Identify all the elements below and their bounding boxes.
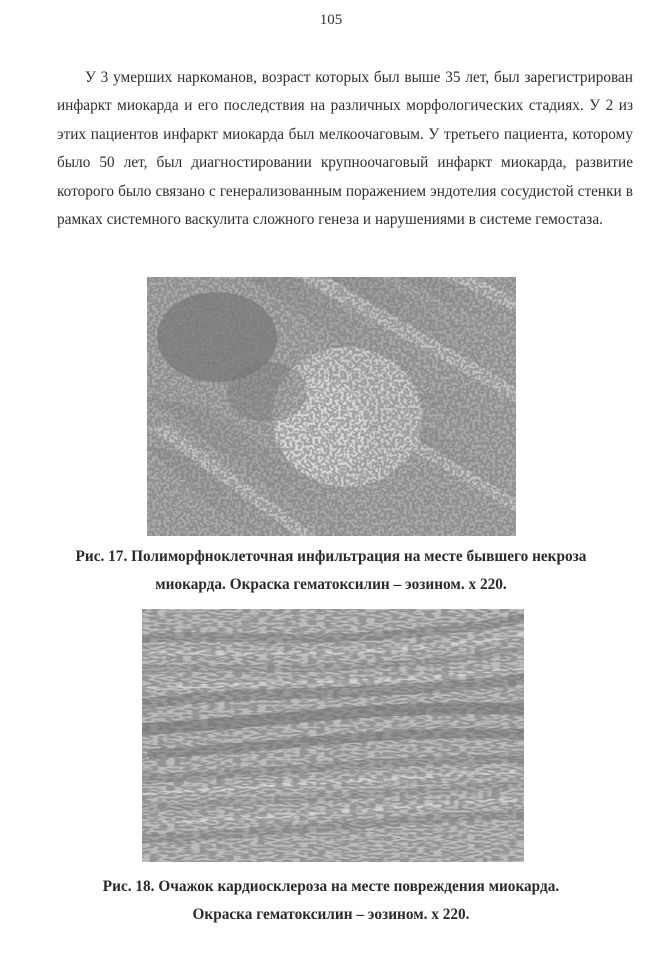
figure-17-caption [20,543,642,599]
micrograph-18-image [142,609,524,862]
figure-18-caption [20,873,642,929]
figure-17-micrograph [147,277,516,536]
figure-17-caption-line-1: Рис. 17. Полиморфноклеточная инфильтрация на месте бывшего некроза [75,548,587,565]
figure-17-caption-line-2: миокарда. Окраска гематоксилин – эозином. х 220. [155,576,507,593]
body-paragraph: У 3 умерших наркоманов, возраст которых был выше 35 лет, был зарегистрирован инфаркт миокарда и его последствия на различных морфологических стадиях. У 2 из этих пациентов инфаркт миокарда был мелкоочаговым. У третьего пациента, которому было 50 лет, был диагностировании крупноочаговый инфаркт миокарда, развитие которого было связано с генерализованным поражением эндотелия сосудистой стенки в рамках системного васкулита сложного генеза и нарушениями в системе гемостаза. [57,69,633,229]
figure-18-caption-line-2: Окраска гематоксилин – эозином. х 220. [192,906,470,923]
micrograph-17-image [147,277,516,536]
figure-18-micrograph [142,609,524,862]
figure-18-caption-line-1: Рис. 18. Очажок кардиосклероза на месте повреждения миокарда. [102,878,560,895]
page-number: 105 [319,12,343,28]
